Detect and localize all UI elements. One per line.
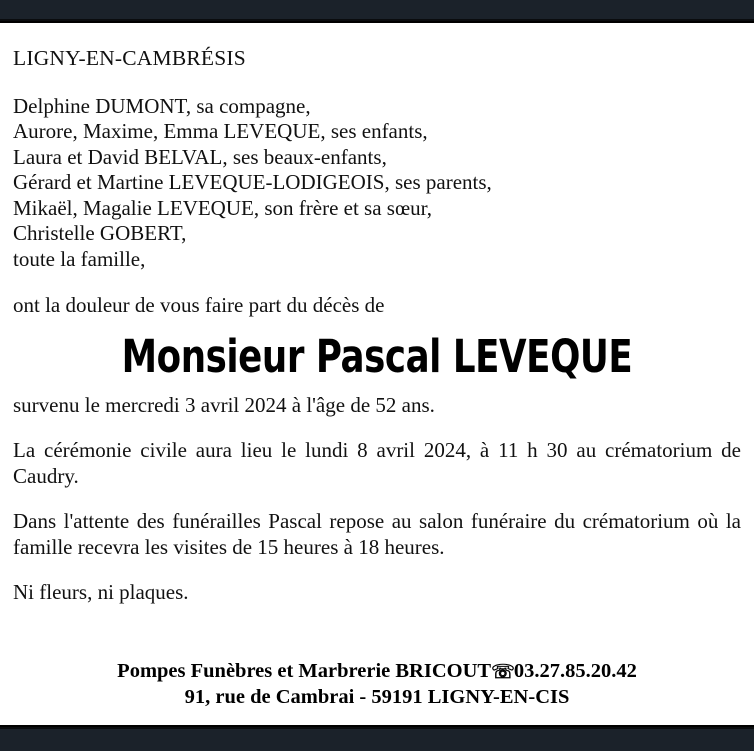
- top-rule: [0, 21, 754, 23]
- list-item: Aurore, Maxime, Emma LEVEQUE, ses enfants,: [13, 119, 428, 144]
- list-item: Delphine DUMONT, sa compagne,: [13, 93, 311, 118]
- list-item: Laura et David BELVAL, ses beaux-enfants,: [13, 144, 387, 169]
- funeral-home-footer: [0, 658, 754, 710]
- announcement-content: [0, 24, 754, 605]
- telephone-icon: ☏: [491, 662, 515, 683]
- top-border-bar: [0, 0, 754, 21]
- footer-company-name: Pompes Funèbres et Marbrerie BRICOUT: [117, 660, 492, 682]
- list-item: toute la famille,: [13, 246, 146, 271]
- family-members-list: [13, 94, 741, 273]
- list-item: Mikaël, Magalie LEVEQUE, son frère et sa sœur,: [13, 195, 433, 220]
- announcement-phrase: ont la douleur de vous faire part du décès de: [13, 293, 385, 318]
- ceremony-paragraph: La cérémonie civile aura lieu le lundi 8 avril 2024, à 11 h 30 au crématorium de Caudry.: [13, 438, 741, 488]
- footer-company-line: [0, 658, 754, 684]
- list-item: Gérard et Martine LEVEQUE-LODIGEOIS, ses parents,: [13, 170, 492, 195]
- list-item: Christelle GOBERT,: [13, 221, 187, 246]
- footer-phone-number: 03.27.85.20.42: [513, 660, 637, 682]
- footer-address-line: 91, rue de Cambrai - 59191 LIGNY-EN-CIS: [184, 686, 570, 708]
- deceased-name-heading: Monsieur Pascal LEVEQUE: [121, 330, 633, 384]
- bottom-border-bar: [0, 727, 754, 751]
- closing-note: Ni fleurs, ni plaques.: [13, 580, 189, 605]
- locality-heading: LIGNY-EN-CAMBRÉSIS: [13, 46, 246, 70]
- visitation-paragraph: Dans l'attente des funérailles Pascal repose au salon funéraire du crématorium où la famille recevra les visites de 15 heures à 18 heures.: [13, 509, 741, 559]
- death-date-line: survenu le mercredi 3 avril 2024 à l'âge de 52 ans.: [13, 393, 435, 418]
